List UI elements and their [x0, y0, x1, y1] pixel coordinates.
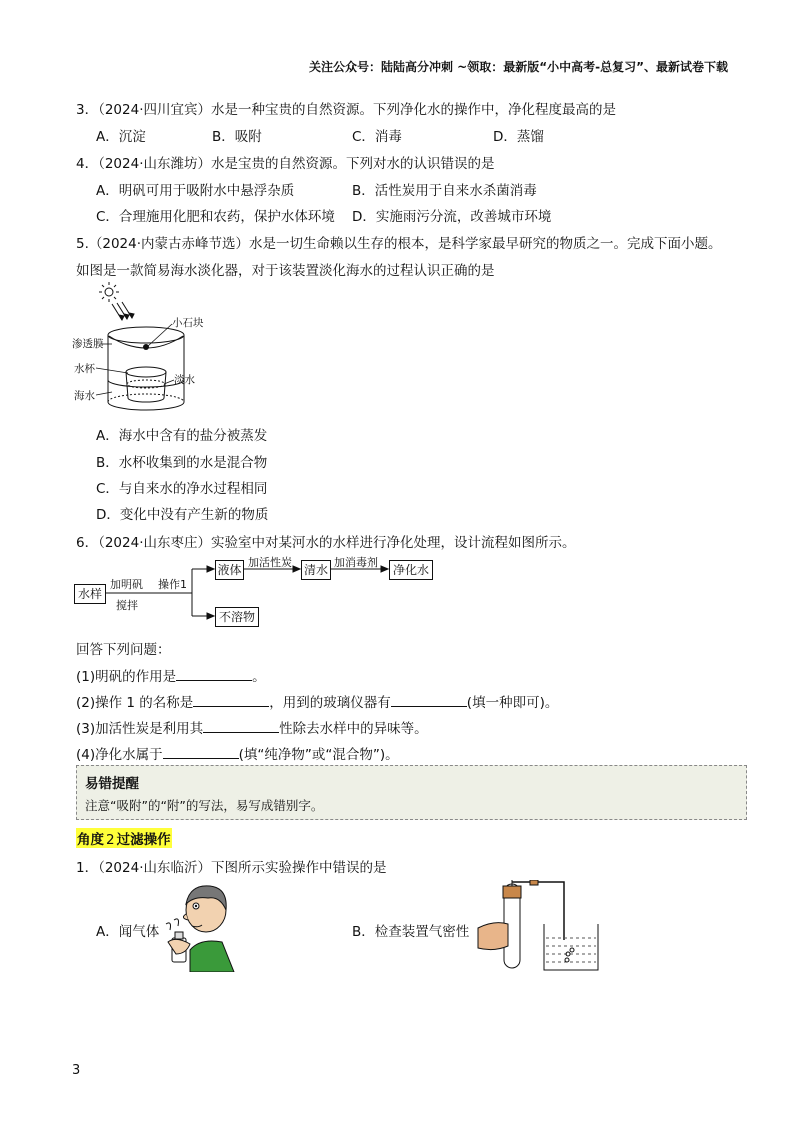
flow-box-liquid: 液体 [215, 560, 244, 580]
answer-blank-2a[interactable] [193, 692, 269, 707]
outer-container [108, 327, 184, 410]
angle-title: 过滤操作 [116, 832, 171, 848]
flow-label-add-carbon: 加活性炭 [248, 556, 292, 569]
answer-blank-4[interactable] [163, 744, 239, 759]
sub2-middle: ，用到的玻璃仪器有 [269, 695, 391, 711]
answer-blank-2b[interactable] [391, 692, 467, 707]
purification-flowchart [72, 552, 452, 632]
q1-option-b: B．检查装置气密性 [352, 924, 470, 940]
q4-option-c: C．合理施用化肥和农药，保护水体环境 [96, 209, 335, 225]
desalinator-figure [72, 280, 236, 415]
answer-blank-1[interactable] [176, 666, 252, 681]
page-header: 关注公众号：陆陆高分冲刺 ~领取：最新版“小中高考-总复习”、最新试卷下载 [309, 60, 728, 74]
tip-text: 注意“吸附”的“附”的写法，易写成错别字。 [85, 798, 324, 813]
label-stone: 小石块 [172, 317, 204, 329]
sub-question-4 [76, 743, 399, 763]
label-sea-water: 海水 [74, 390, 95, 402]
question-1-stem: 1．（2024·山东临沂）下图所示实验操作中错误的是 [76, 860, 387, 876]
flow-label-op1: 操作1 [158, 578, 187, 591]
q5-option-c: C．与自来水的净水过程相同 [96, 481, 268, 497]
sub-question-3 [76, 717, 428, 737]
angle-prefix: 角度 [77, 832, 104, 848]
sub2-prefix: (2)操作 1 的名称是 [76, 695, 194, 711]
airtightness-illustration [474, 880, 604, 975]
flow-label-add-disinfectant: 加消毒剂 [334, 556, 378, 569]
question-3-stem: 3．（2024·四川宜宾）水是一种宝贵的自然资源。下列净化水的操作中，净化程度最高的是 [76, 102, 616, 118]
sub4-suffix: (填“纯净物”或“混合物”)。 [238, 747, 399, 763]
person-smelling-icon [160, 880, 238, 972]
question-5-stem-line1: 5.（2024·内蒙古赤峰节选）水是一切生命赖以生存的根本，是科学家最早研究的物质之一。完成下面小题。 [76, 236, 722, 252]
q1-option-a: A．闻气体 [96, 924, 160, 940]
sub3-prefix: (3)加活性炭是利用其 [76, 721, 204, 737]
q3-option-d: D．蒸馏 [493, 129, 544, 145]
angle-number: 2 [106, 832, 115, 848]
question-4-stem: 4．（2024·山东潍坊）水是宝贵的自然资源。下列对水的认识错误的是 [76, 156, 495, 172]
answer-intro: 回答下列问题： [76, 642, 171, 658]
inner-cup [126, 367, 166, 402]
label-cup: 水杯 [74, 363, 95, 375]
tip-title: 易错提醒 [85, 776, 139, 792]
section-heading-angle-2 [76, 828, 172, 848]
q4-option-b: B．活性炭用于自来水杀菌消毒 [352, 183, 537, 199]
question-6-stem: 6．（2024·山东枣庄）实验室中对某河水的水样进行净化处理，设计流程如图所示。 [76, 535, 576, 551]
label-fresh-water: 淡水 [174, 374, 195, 386]
sub-question-2 [76, 691, 558, 711]
flow-box-insoluble: 不溶物 [215, 607, 259, 627]
q3-option-a: A．沉淀 [96, 129, 146, 145]
flow-box-clear-water: 清水 [301, 560, 331, 580]
sub1-suffix: 。 [252, 669, 266, 685]
smelling-gas-illustration [160, 880, 238, 972]
sub1-prefix: (1)明矾的作用是 [76, 669, 177, 685]
q3-option-c: C．消毒 [352, 129, 402, 145]
flow-box-purified: 净化水 [389, 560, 433, 580]
sub-question-1 [76, 665, 266, 685]
q5-option-d: D．变化中没有产生新的物质 [96, 507, 269, 523]
sub3-suffix: 性除去水样中的异味等。 [279, 721, 428, 737]
flow-label-add-alum: 加明矾 [110, 578, 143, 591]
q3-option-b: B．吸附 [212, 129, 262, 145]
q5-option-b: B．水杯收集到的水是混合物 [96, 455, 268, 471]
sun-icon [99, 282, 119, 302]
test-tube-beaker-icon [474, 880, 604, 975]
q4-option-a: A．明矾可用于吸附水中悬浮杂质 [96, 183, 295, 199]
answer-blank-3[interactable] [203, 718, 279, 733]
q5-option-a: A．海水中含有的盐分被蒸发 [96, 428, 268, 444]
question-5-stem-line2: 如图是一款简易海水淡化器，对于该装置淡化海水的过程认识正确的是 [76, 263, 495, 279]
sub4-prefix: (4)净化水属于 [76, 747, 163, 763]
q4-option-d: D．实施雨污分流，改善城市环境 [352, 209, 552, 225]
sub2-suffix: (填一种即可)。 [466, 695, 559, 711]
flow-box-sample: 水样 [74, 584, 106, 604]
flow-label-stir: 搅拌 [116, 599, 138, 612]
stone-shape [143, 344, 149, 350]
sun-rays [112, 302, 134, 320]
page-number: 3 [72, 1063, 81, 1078]
label-membrane: 渗透膜 [72, 338, 104, 350]
error-tip-box [76, 765, 747, 820]
